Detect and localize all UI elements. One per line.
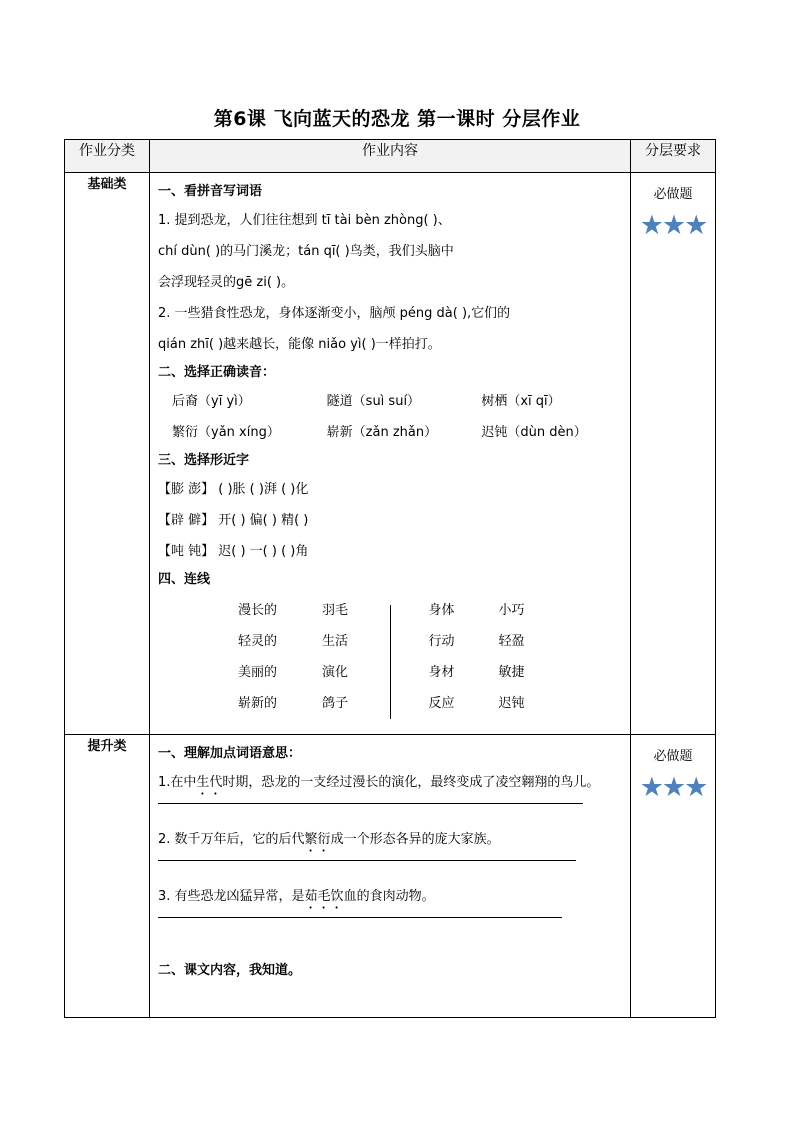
advanced-content: [150, 735, 631, 1018]
match-word: 生活: [322, 634, 349, 649]
match-word: 羽毛: [322, 603, 349, 618]
pinyin-line: chí dùn( )的马门溪龙；tán qī( )鸟类，我们头脑中: [158, 244, 454, 259]
similar-char-line: 【吨 钝】 迟( ) 一( ) ( )角: [158, 544, 309, 559]
pronunciation-option: 崭新（zǎn zhǎn）: [326, 425, 438, 440]
matching-right: [390, 595, 622, 719]
pinyin-line: 会浮现轻灵的gē zi( )。: [158, 275, 295, 290]
header-content: 作业内容: [150, 140, 631, 173]
advanced-section-row: [65, 735, 716, 1018]
pronunciation-option: 树栖（xī qī）: [481, 394, 561, 409]
question-text: 2. 数千万年后，它的后代: [158, 832, 305, 847]
homework-table: [64, 139, 716, 1018]
question-text: 成一个形态各异的庞大家族。: [330, 832, 500, 847]
header-category: 作业分类: [65, 140, 150, 173]
matching-pair: [158, 657, 390, 688]
meaning-section-title: 一、理解加点词语意思：: [158, 746, 302, 761]
basic-content: [150, 173, 631, 735]
meaning-question: [158, 881, 622, 912]
match-word: 演化: [322, 665, 349, 680]
match-word: 小巧: [498, 603, 525, 618]
match-word: 崭新的: [238, 696, 278, 711]
match-word: 美丽的: [238, 665, 278, 680]
similar-char-line: 【辟 僻】 开( ) 偏( ) 精( ): [158, 513, 309, 528]
dotted-word: 茹毛饮: [304, 889, 344, 904]
matching-pair: [158, 626, 390, 657]
matching-pair: [158, 688, 390, 719]
match-word: 身材: [428, 665, 455, 680]
similar-char-line: 【膨 澎】 ( )胀 ( )湃 ( )化: [158, 482, 309, 497]
star-rating-icon: ★★★: [639, 772, 707, 803]
similar-char-section-title: 三、选择形近字: [158, 453, 250, 468]
matching-section-title: 四、连线: [158, 572, 211, 587]
pronunciation-option: 迟钝（dùn dèn）: [481, 425, 587, 440]
basic-category: 基础类: [65, 173, 150, 735]
matching-left: [158, 595, 390, 719]
header-requirement: 分层要求: [631, 140, 716, 173]
pronunciation-row: [158, 417, 622, 448]
basic-requirement: [631, 173, 716, 735]
matching-pair: [390, 595, 622, 626]
star-rating-icon: ★★★: [639, 210, 707, 241]
match-word: 轻灵的: [238, 634, 278, 649]
page-title: 第6课 飞向蓝天的恐龙 第一课时 分层作业: [213, 108, 581, 130]
question-text: 1.在中: [158, 775, 197, 790]
basic-section-row: [65, 173, 716, 735]
meaning-question: [158, 767, 622, 798]
pronunciation-row: [158, 386, 622, 417]
pronunciation-option: 隧道（suì suí）: [326, 394, 421, 409]
matching-pair: [390, 657, 622, 688]
pinyin-section-title: 一、看拼音写词语: [158, 184, 263, 199]
requirement-label: 必做题: [653, 187, 693, 202]
pronunciation-option: 繁衍（yǎn xíng）: [172, 425, 280, 440]
matching-pair: [390, 626, 622, 657]
meaning-question: [158, 824, 622, 855]
question-text: 血的食肉动物。: [343, 889, 435, 904]
answer-line[interactable]: [158, 916, 562, 918]
dotted-word: 繁衍: [304, 832, 331, 847]
question-text: 3. 有些恐龙凶猛异常，是: [158, 889, 305, 904]
matching-area: [158, 595, 622, 719]
answer-line[interactable]: [158, 859, 576, 861]
advanced-category: 提升类: [65, 735, 150, 1018]
match-word: 行动: [428, 634, 455, 649]
match-word: 轻盈: [498, 634, 525, 649]
pronunciation-section-title: 二、选择正确读音：: [158, 365, 276, 380]
pinyin-line: 2. 一些猎食性恐龙，身体逐渐变小，脑颅 péng dà( ),它们的: [158, 306, 511, 321]
advanced-requirement: [631, 735, 716, 1018]
match-word: 漫长的: [238, 603, 278, 618]
pinyin-line: 1. 提到恐龙，人们往往想到 tī tài bèn zhòng( )、: [158, 213, 451, 228]
matching-pair: [390, 688, 622, 719]
requirement-label: 必做题: [653, 749, 693, 764]
match-word: 迟钝: [498, 696, 525, 711]
match-word: 身体: [428, 603, 455, 618]
dotted-word: 生代: [196, 775, 223, 790]
question-text: 时期，恐龙的一支经过漫长的演化，最终变成了凌空翱翔的鸟儿。: [222, 775, 600, 790]
match-word: 反应: [428, 696, 455, 711]
match-word: 敏捷: [498, 665, 525, 680]
pronunciation-option: 后裔（yī yì）: [172, 394, 251, 409]
matching-pair: [158, 595, 390, 626]
text-content-section-title: 二、课文内容，我知道。: [158, 963, 302, 978]
answer-line[interactable]: [158, 802, 583, 804]
match-word: 鸽子: [322, 696, 349, 711]
pinyin-line: qián zhī( )越来越长，能像 niǎo yì( )一样拍打。: [158, 337, 441, 352]
header-row: [65, 140, 716, 173]
